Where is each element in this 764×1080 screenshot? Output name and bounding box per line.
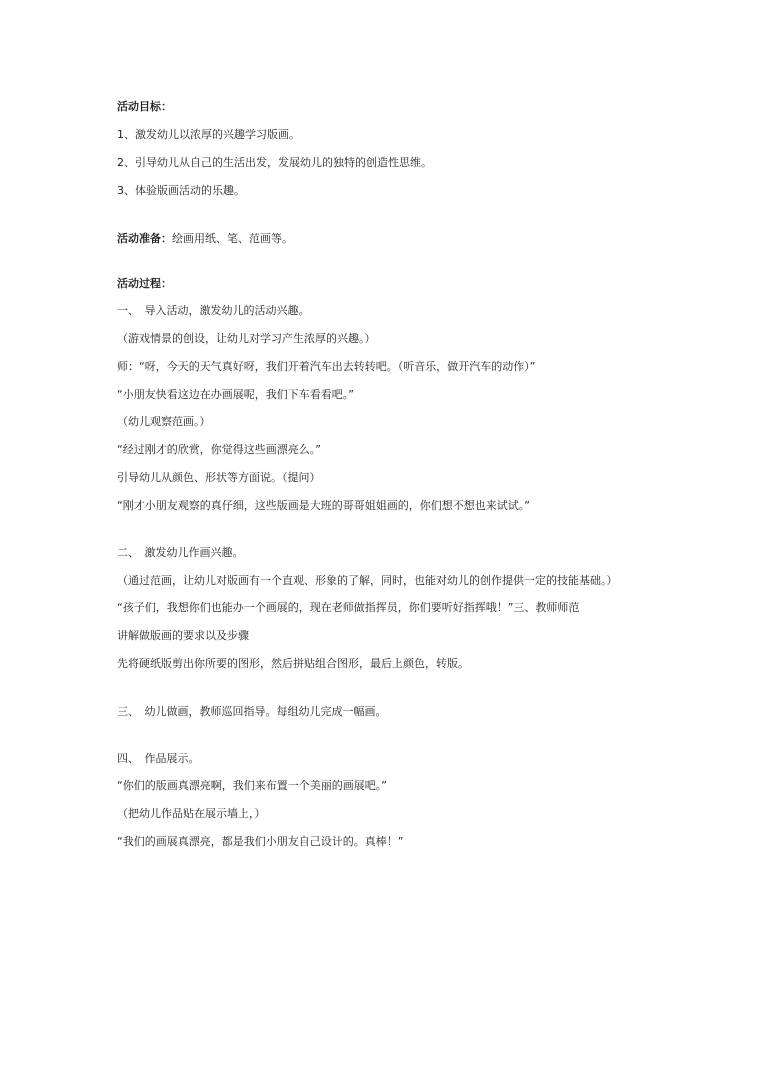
section-1-line-1: （游戏情景的创设，让幼儿对学习产生浓厚的兴趣。） [117,332,376,345]
goal-item-1: 1、激发幼儿以浓厚的兴趣学习版画。 [117,128,300,141]
section-4-line-2: （把幼儿作品贴在展示墙上，） [117,807,266,820]
section-2-line-2: “孩子们，我想你们也能办一个画展的，现在老师做指挥员，你们要听好指挥哦！”三、教师师范 [117,601,580,614]
goal-item-2: 2、引导幼儿从自己的生活出发，发展幼儿的独特的创造性思维。 [117,156,432,169]
section-1-line-3: “小朋友快看这边在办画展呢，我们下车看看吧。” [117,388,354,401]
section-2-line-4: 先将硬纸版剪出你所要的图形，然后拼贴组合图形，最后上颜色，转版。 [117,657,469,670]
section-4-line-1: “你们的版画真漂亮啊，我们来布置一个美丽的画展吧。” [117,779,387,792]
section-3-title: 三、 幼儿做画，教师巡回指导。每组幼儿完成一幅画。 [117,705,387,718]
section-2-title: 二、 激发幼儿作画兴趣。 [117,546,244,559]
process-heading: 活动过程： [117,277,172,290]
preparation-text: 绘画用纸、笔、范画等。 [172,232,293,245]
section-1-line-7: “刚才小朋友观察的真仔细，这些版画是大班的哥哥姐姐画的，你们想不想也来试试。” [117,499,530,512]
section-1-line-2: 师：“呀，今天的天气真好呀，我们开着汽车出去转转吧。（听音乐，做开汽车的动作）” [117,360,536,373]
section-2-line-1: （通过范画，让幼儿对版画有一个直观、形象的了解，同时，也能对幼儿的创作提供一定的技能基础。） [117,574,618,587]
section-1-line-5: “经过刚才的欣赏，你觉得这些画漂亮么。” [117,443,321,456]
goals-heading: 活动目标： [117,100,172,113]
section-1-title: 一、 导入活动，激发幼儿的活动兴趣。 [117,304,310,317]
section-4-line-3: “我们的画展真漂亮，都是我们小朋友自己设计的。真棒！” [117,835,404,848]
goal-item-3: 3、体验版画活动的乐趣。 [117,184,245,197]
preparation-line [117,232,293,246]
section-1-line-6: 引导幼儿从颜色、形状等方面说。（提问） [117,471,321,484]
section-1-line-4: （幼儿观察范画。） [117,415,211,428]
section-2-line-3: 讲解做版画的要求以及步骤 [117,629,249,642]
section-4-title: 四、 作品展示。 [117,752,200,765]
preparation-heading: 活动准备： [117,232,172,245]
